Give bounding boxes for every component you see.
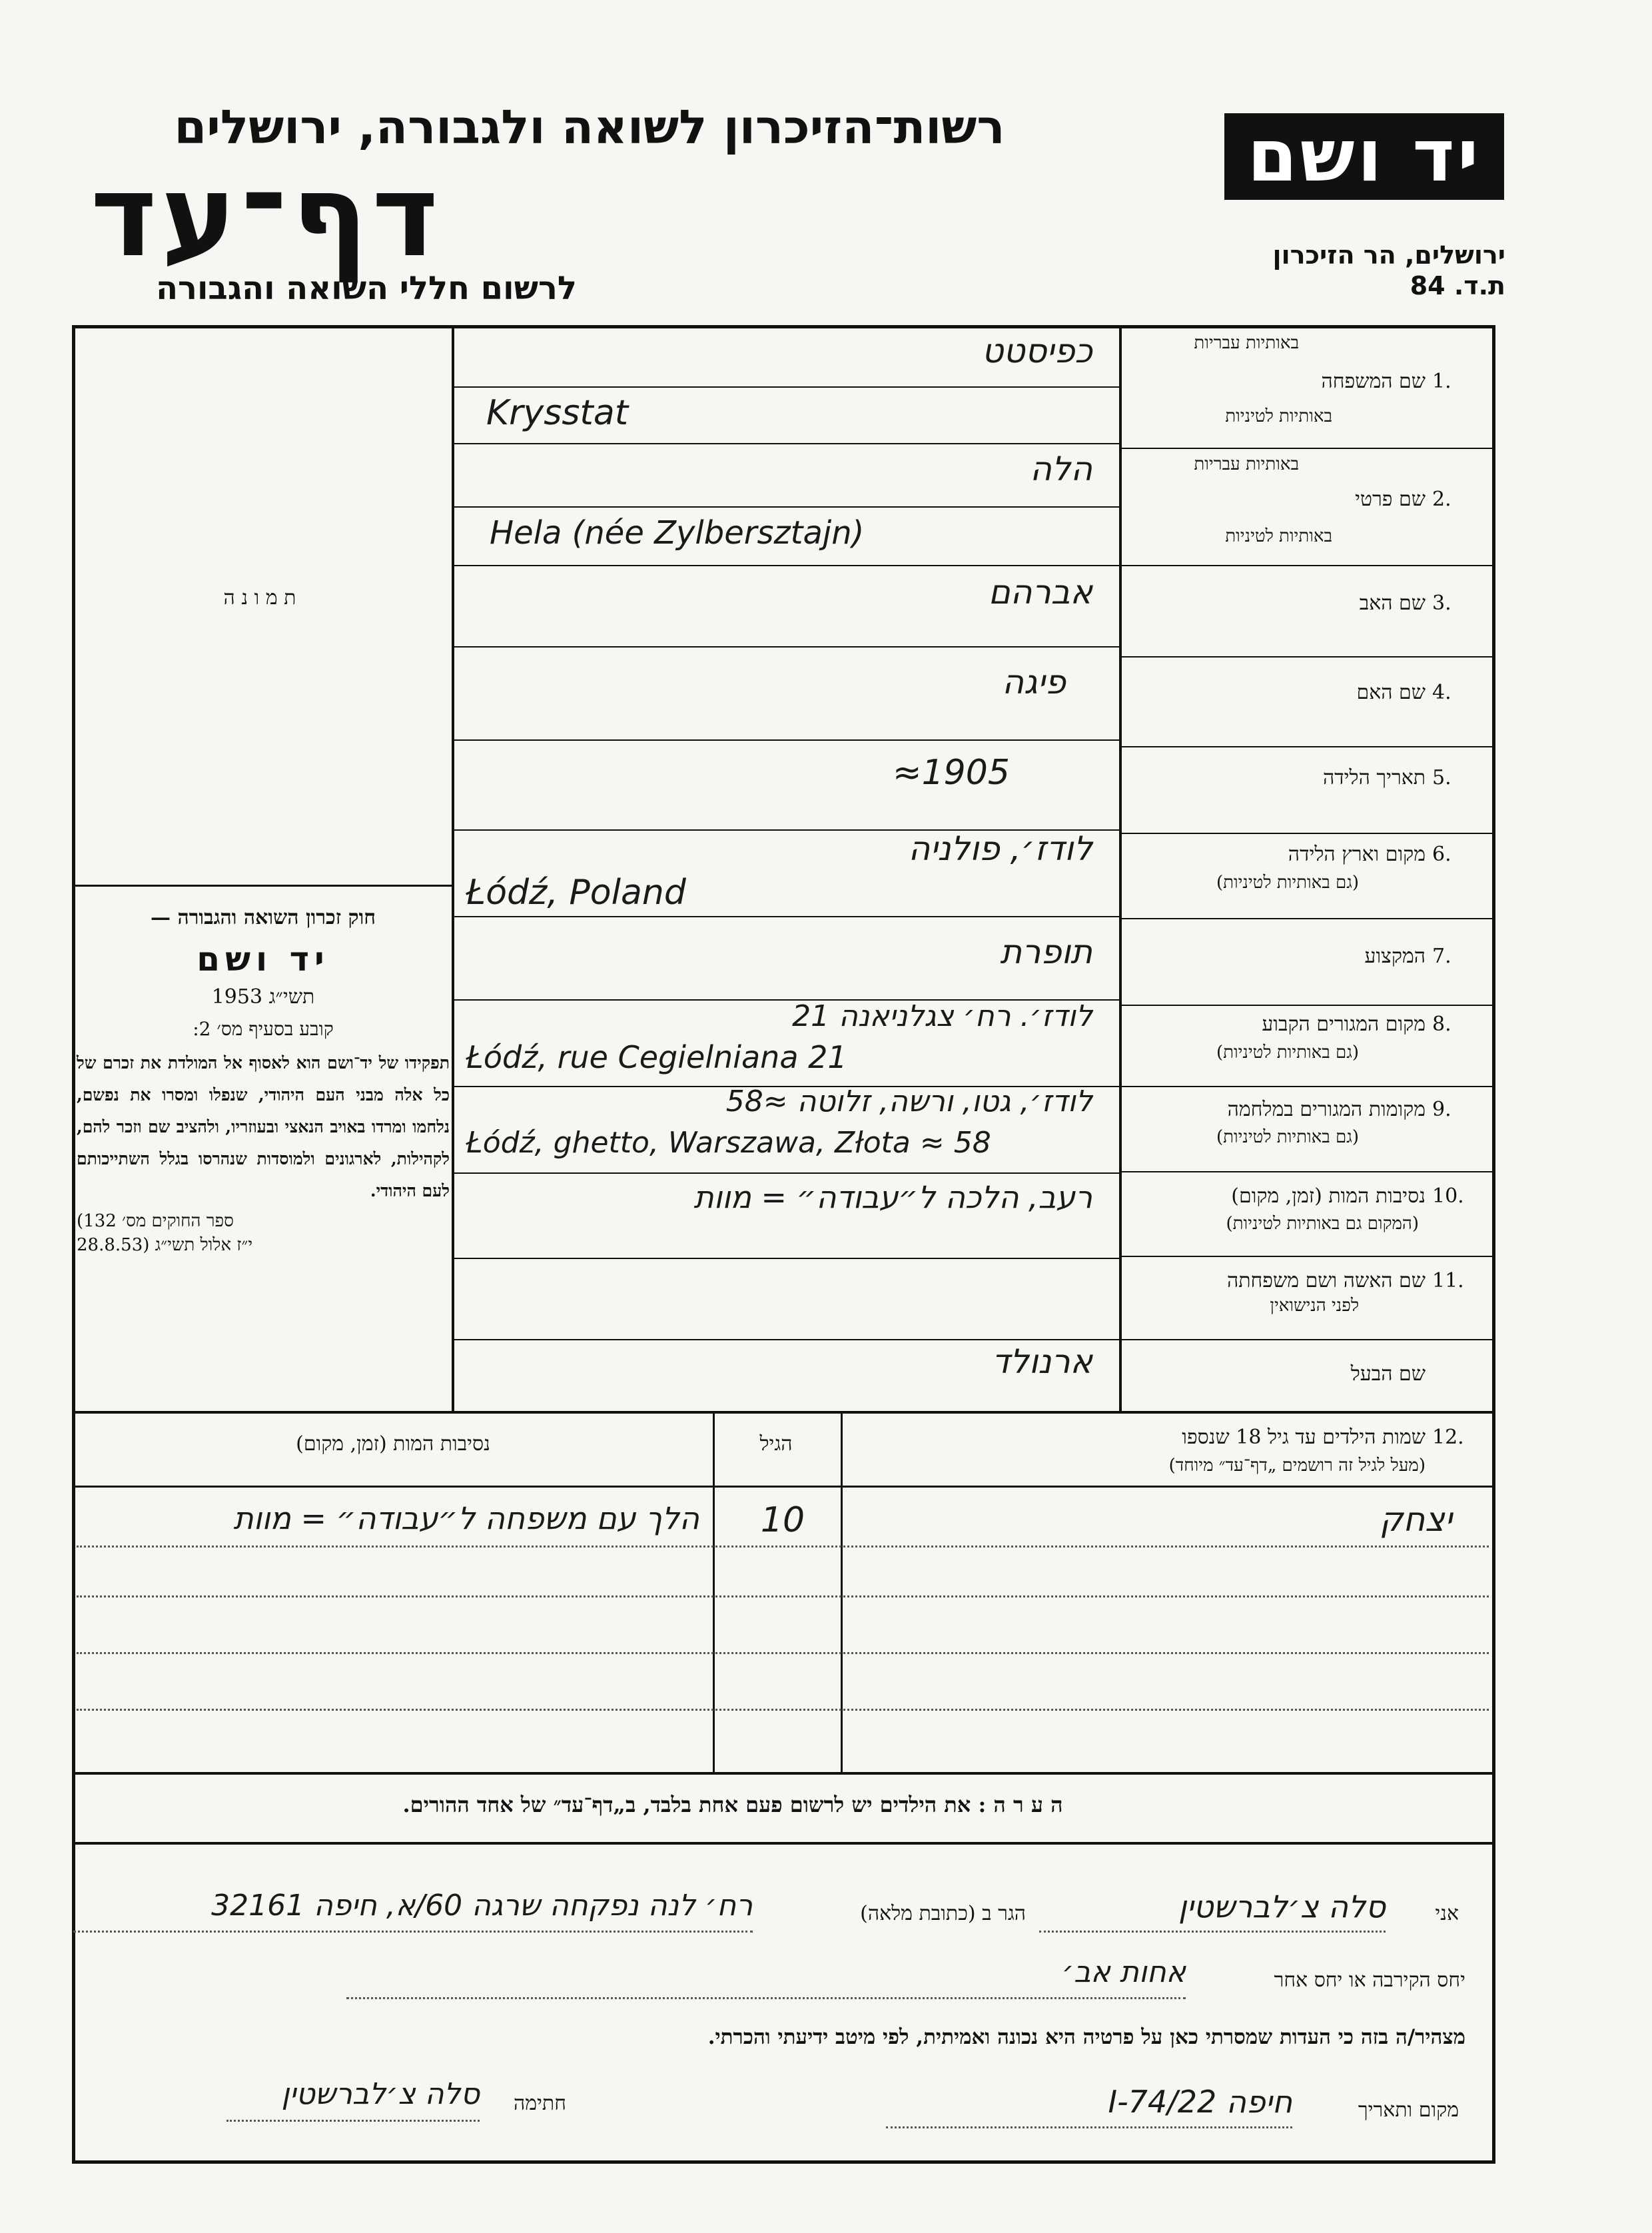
law-name: יד ושם	[197, 940, 330, 979]
f10-label: נסיבות המות (זמן, מקום)	[1231, 1184, 1426, 1208]
f11-label: שם האשה ושם משפחתה	[1226, 1269, 1426, 1292]
relation-value[interactable]: אחות אב׳	[1061, 1955, 1186, 1989]
child-death[interactable]: הלך עם משפחה ל״עבודה״ = מוות	[233, 1500, 699, 1536]
law-ref-2: י״ז אלול תשי״ג (28.8.53	[77, 1235, 253, 1255]
children-sub: (מעל לגיל זה רושמים „דף־עד״ מיוחד)	[1168, 1456, 1426, 1476]
law-clause: קובע בסעיף מס׳ 2:	[193, 1018, 334, 1040]
declaration-text: מצהיר/ה בזה כי העדות שמסרתי כאן על פרטיה היא נכונה ואמיתית, לפי מיטב ידיעתי והכרתי.	[707, 2025, 1465, 2049]
age-header: הגיל	[759, 1432, 793, 1456]
f2-label: שם פרטי	[1355, 488, 1426, 511]
signature-label: חתימה	[514, 2092, 566, 2115]
law-heading: חוק זכרון השואה והגבורה —	[151, 906, 376, 929]
f9-label: מקומות המגורים במלחמה	[1227, 1098, 1426, 1121]
f2-number: 2.	[1432, 488, 1451, 511]
f1-heb-sub: באותיות עבריות	[1194, 333, 1299, 353]
f7-profession[interactable]: תופרת	[1000, 933, 1092, 971]
note-text: ה ע ר ה : את הילדים יש לרשום פעם אחת בלבד, ב„דף־עד״ של אחד ההורים.	[402, 1792, 1063, 1817]
address-line-2: ת.ד. 84	[1410, 271, 1505, 300]
f4-mother-name[interactable]: פיגה	[1002, 663, 1066, 701]
f5-label: תאריך הלידה	[1322, 766, 1426, 789]
law-year: תשי״ג 1953	[211, 985, 315, 1009]
f6-birth-place-latin[interactable]: Łódź, Poland	[466, 873, 686, 913]
f1-number: 1.	[1432, 370, 1451, 393]
yad-vashem-logo: יד ושם	[1224, 113, 1504, 200]
f2-firstname-hebrew[interactable]: הלה	[1030, 450, 1092, 488]
f2-firstname-latin[interactable]: Hela (née Zylbersztajn)	[490, 514, 865, 552]
witness-name[interactable]: סלה צ׳לברשטין	[1178, 1889, 1386, 1925]
photo-placeholder-label: ת מ ו נ ה	[223, 586, 296, 610]
f11-number: 11.	[1432, 1269, 1464, 1292]
children-number: 12.	[1432, 1426, 1464, 1449]
f6-birth-place-hebrew[interactable]: לודז׳, פולניה	[908, 829, 1092, 868]
signature[interactable]: סלה צ׳לברשטין	[281, 2077, 480, 2111]
f10-number: 10.	[1432, 1184, 1464, 1208]
f8-sub: (גם באותיות לטיניות)	[1216, 1043, 1359, 1063]
law-excerpt	[77, 906, 450, 1255]
witness-address[interactable]: רח׳ לנה נפקחה שרגה 60/א, חיפה 32161	[211, 1889, 753, 1923]
f7-number: 7.	[1432, 945, 1451, 968]
child-age[interactable]: 10	[760, 1500, 805, 1540]
f7-label: המקצוע	[1364, 945, 1426, 968]
place-date-value[interactable]: חיפה 22/I-74	[1108, 2084, 1292, 2120]
place-date-label: מקום ותאריך	[1358, 2098, 1459, 2122]
f5-number: 5.	[1432, 766, 1451, 789]
f8-residence-latin[interactable]: Łódź, rue Cegielniana 21	[466, 1039, 847, 1075]
f9-sub: (גם באותיות לטיניות)	[1216, 1127, 1359, 1147]
f3-label: שם האב	[1359, 592, 1426, 615]
f5-birth-date[interactable]: ≈1905	[893, 753, 1010, 793]
child-name[interactable]: יצחק	[1380, 1500, 1452, 1539]
f6-number: 6.	[1432, 843, 1451, 866]
f3-father-name[interactable]: אברהם	[988, 573, 1092, 612]
f9-wartime-residence-latin[interactable]: Łódź, ghetto, Warszawa, Złota ≈ 58	[466, 1126, 991, 1160]
authority-heading: רשות־הזיכרון לשואה ולגבורה, ירושלים	[174, 100, 1005, 155]
f3-number: 3.	[1432, 592, 1451, 615]
address-block	[1199, 240, 1505, 301]
f1-label: שם המשפחה	[1321, 370, 1426, 393]
page-title: דף־עד	[90, 151, 443, 282]
f9-number: 9.	[1432, 1098, 1451, 1121]
f8-label: מקום המגורים הקבוע	[1262, 1013, 1426, 1036]
f1-surname-latin[interactable]: Krysstat	[486, 393, 629, 433]
husband-label: שם הבעל	[1350, 1362, 1426, 1386]
relation-label: יחס הקירבה או יחס אחר	[1274, 1969, 1465, 1992]
f6-sub: (גם באותיות לטיניות)	[1216, 873, 1359, 893]
f10-death-circumstances[interactable]: רעב, הלכה ל״עבודה״ = מוות	[693, 1179, 1092, 1215]
f4-number: 4.	[1432, 681, 1451, 704]
address-line-1: ירושלים, הר הזיכרון	[1272, 240, 1505, 270]
children-label: שמות הילדים עד גיל 18 שנספו	[1182, 1426, 1426, 1449]
law-ref-1: (ספר החוקים מס׳ 132	[77, 1211, 234, 1231]
f1-surname-hebrew[interactable]: כפיסטט	[981, 332, 1092, 370]
f11-sub: לפני הנישואין	[1270, 1296, 1359, 1316]
f8-residence-hebrew[interactable]: לודז׳. רח׳ צגלניאנה 21	[792, 999, 1092, 1033]
resides-label: הגר ב (כתובת מלאה)	[860, 1902, 1026, 1925]
f6-label: מקום וארץ הלידה	[1288, 843, 1426, 866]
f10-sub: (המקום גם באותיות לטיניות)	[1226, 1214, 1419, 1234]
law-text: תפקידו של יד־ושם הוא לאסוף אל המולדת את זכרם של כל אלה מבני העם היהודי, שנפלו ומסרו את נפשם, נלחמו ומרדו באויב הנאצי ובעוזריו, ולהציב שם וזכר להם, לקהילות, לארגונים ולמוסדות שנהרסו בגלל השתייכותם לעם היהודי.	[77, 1053, 450, 1200]
husband-name[interactable]: ארנולד	[991, 1342, 1092, 1381]
page-subtitle: לרשום חללי השואה והגבורה	[156, 270, 577, 307]
f8-number: 8.	[1432, 1013, 1451, 1036]
f9-wartime-residence-hebrew[interactable]: לודז׳, גטו, ורשה, זלוטה ≈58	[725, 1085, 1092, 1118]
f1-lat-sub: באותיות לטיניות	[1225, 406, 1332, 426]
f2-lat-sub: באותיות לטיניות	[1225, 526, 1332, 546]
f4-label: שם האם	[1356, 681, 1426, 704]
witness-i-label: אני	[1435, 1902, 1459, 1925]
death-header: נסיבות המות (זמן, מקום)	[296, 1432, 490, 1456]
f2-heb-sub: באותיות עבריות	[1194, 454, 1299, 474]
